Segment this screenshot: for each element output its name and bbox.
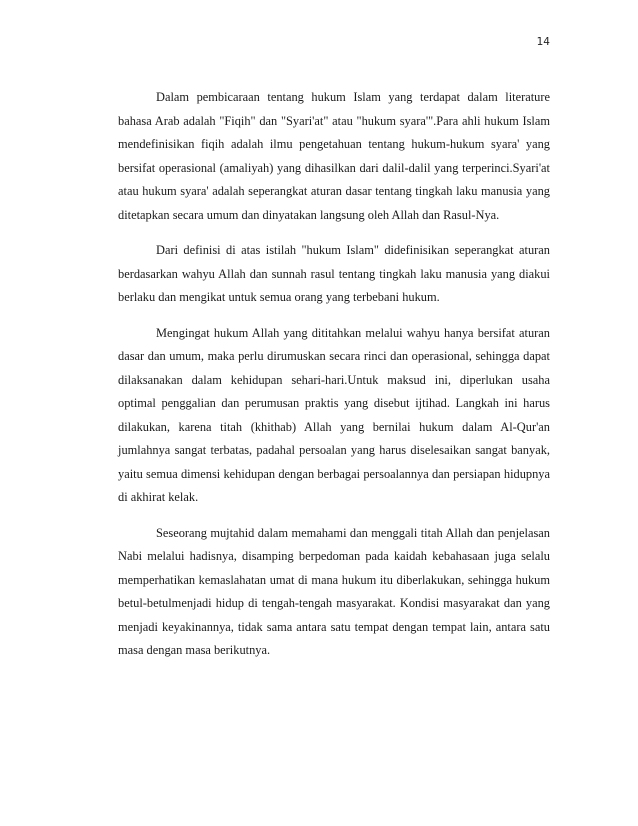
paragraph-4: Seseorang mujtahid dalam memahami dan menggali titah Allah dan penjelasan Nabi melalui hadisnya, disamping berpedoman pada kaidah kebahasaan juga selalu memperhatikan kemaslahatan umat di mana hukum itu diberlakukan, sehingga hukum betul-betulmenjadi hidup di tengah-tengah masyarakat. Kondisi masyarakat dan yang menjadi keyakinannya, tidak sama antara satu tempat dengan tempat lain, antara satu masa dengan masa berikutnya. — [118, 525, 550, 657]
paragraph-2: Dari definisi di atas istilah "hukum Islam" didefinisikan seperangkat aturan berdasarkan wahyu Allah dan sunnah rasul tentang tingkah laku manusia yang diakui berlaku dan mengikat untuk semua orang yang terbebani hukum. — [118, 243, 550, 304]
paragraph-1: Dalam pembicaraan tentang hukum Islam yang terdapat dalam literature bahasa Arab adalah "Fiqih" dan "Syari'at" atau "hukum syara'".Para ahli hukum Islam mendefinisikan fiqih adalah ilmu pengetahuan tentang hukum-hukum syara' yang bersifat operasional (amaliyah) yang dihasilkan dari dalil-dalil yang terperinci.Syari'at atau hukum syara' adalah seperangkat aturan dasar tentang tingkah laku manusia yang ditetapkan secara umum dan dinyatakan langsung oleh Allah dan Rasul-Nya. — [118, 90, 550, 222]
page-number: 14 — [536, 36, 550, 48]
body-text — [118, 86, 550, 675]
paragraph-3: Mengingat hukum Allah yang dititahkan melalui wahyu hanya bersifat aturan dasar dan umum, maka perlu dirumuskan secara rinci dan operasional, sehingga dapat dilaksanakan dalam kehidupan sehari-hari.Untuk maksud ini, diperlukan usaha optimal penggalian dan perumusan praktis yang disebut ijtihad. Langkah ini harus dilakukan, karena titah (khithab) Allah yang bernilai hukum dalam Al-Qur'an jumlahnya sangat terbatas, padahal persoalan yang harus diselesaikan sangat banyak, yaitu semua dimensi kehidupan dengan berbagai persoalannya dan persiapan hidupnya di akhirat kelak. — [118, 325, 550, 504]
